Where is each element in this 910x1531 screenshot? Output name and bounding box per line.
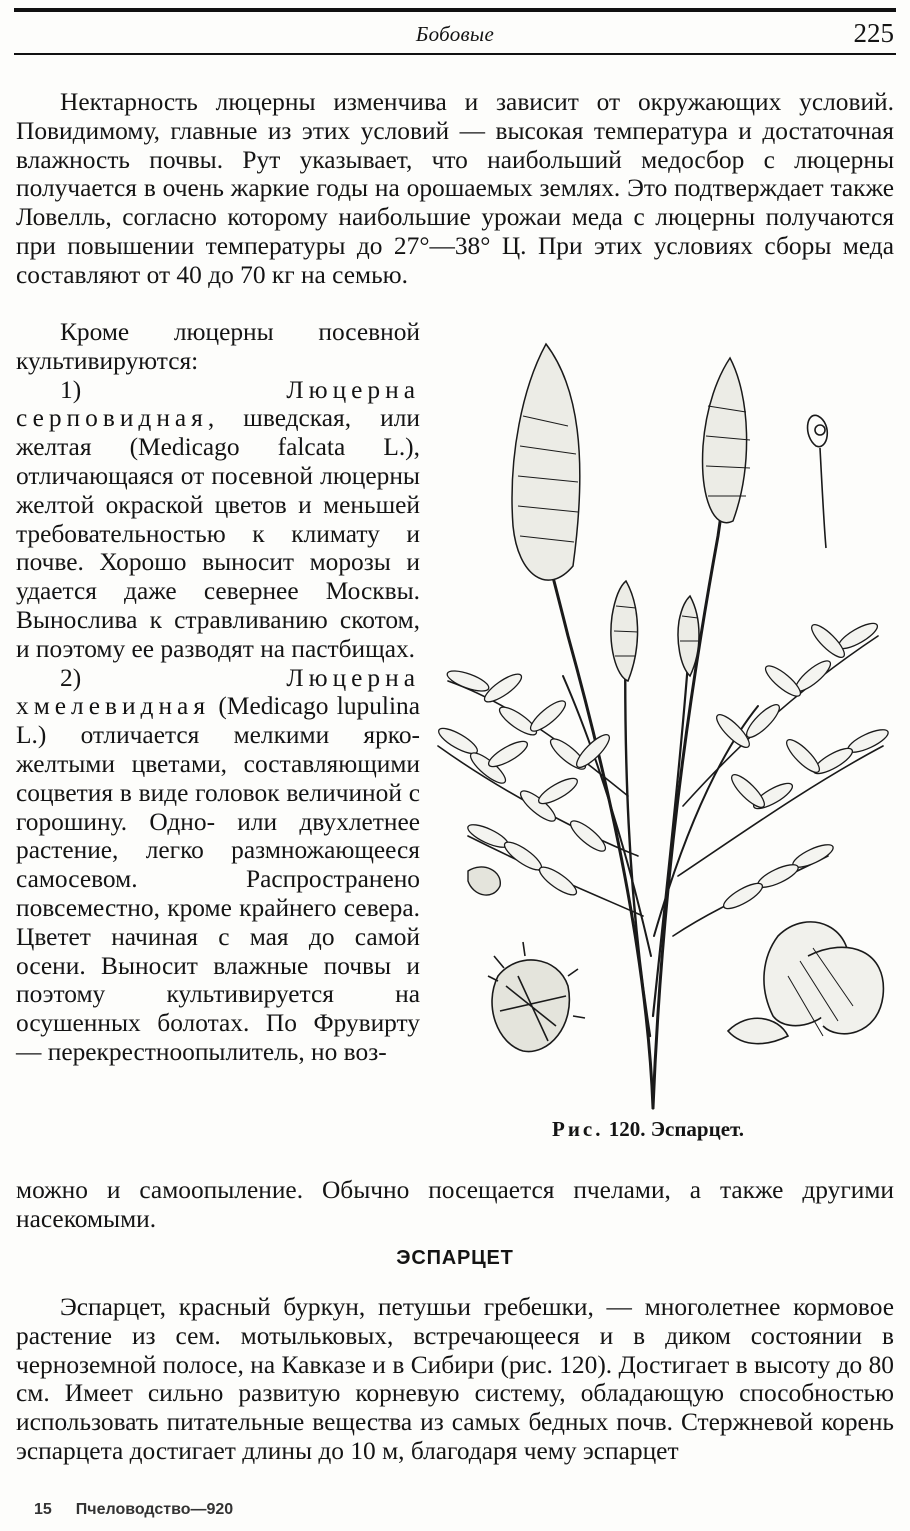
list-item-lupulina bbox=[16, 664, 420, 1067]
figure-esparcet-illustration bbox=[428, 336, 898, 1126]
caption-text: 120. Эспарцет. bbox=[603, 1117, 744, 1141]
caption-lead: Рис. bbox=[552, 1117, 604, 1141]
paragraph-continuation bbox=[16, 1176, 894, 1234]
running-title: Бобовые bbox=[415, 22, 495, 46]
item2-species-name: Люцерна хмелевидная bbox=[16, 663, 420, 721]
item2-number: 2) bbox=[60, 663, 82, 692]
item2-tail: можно и самоопыление. Обычно посещается пчелами, а также другими насекомыми. bbox=[16, 1176, 894, 1233]
sheet-signature: 15 bbox=[34, 1501, 52, 1518]
page-number: 225 bbox=[853, 18, 894, 48]
section-heading: ЭСПАРЦЕТ bbox=[396, 1247, 514, 1269]
left-column bbox=[16, 318, 420, 1067]
plant-drawing bbox=[428, 336, 898, 1126]
figure-caption bbox=[552, 1117, 744, 1142]
item1-description: , шведская, или желтая (Medicago falcata L.), отличающаяся от посевной люцерны желтой окраской цветов и меньшей требовательностью к климату и почве. Хорошо выносит морозы и удается даже севернее Москвы. Вынослива к стравливанию скотом, и поэтому ее разводят на пастбищах. bbox=[16, 404, 420, 663]
imprint-line: Пчеловодство—920 bbox=[75, 1501, 234, 1518]
header-rule-bottom bbox=[14, 53, 896, 55]
paragraph-other-species: Кроме люцерны посевной культивируются: bbox=[16, 318, 420, 375]
list-item-falcata bbox=[16, 376, 420, 664]
item2-description: (Medicago lupulina L.) отличается мелкими ярко-желтыми цветами, составляющими соцветия в виде головок величиной с горошину. Одно- или двухлетнее растение, легко размножающееся самосевом. Распространено повсеместно, кроме крайнего севера. Цветет начиная с мая до самой осени. Выносит влажные почвы и поэтому культивируется на осушенных болотах. По Фрувирту — перекрестноопылитель, но воз- bbox=[16, 692, 420, 1066]
item1-number: 1) bbox=[60, 375, 82, 404]
page-footer bbox=[34, 1501, 233, 1519]
paragraph-esparcet: Эспарцет, красный буркун, петушьи гребешки, — многолетнее кормовое растение из сем. мотыльковых, встречающееся и в диком состоянии в черноземной полосе, на Кавказе и в Сибири (рис. 120). Достигает в высоту до 80 см. Имеет сильно развитую корневую систему, обладающую способностью использовать питательные вещества из самых бедных почв. Стержневой корень эспарцета достигает длины до 10 м, благодаря чему эспарцет bbox=[16, 1293, 894, 1465]
running-head bbox=[14, 14, 896, 54]
header-rule-top bbox=[14, 8, 896, 12]
item1-species-name: Люцерна серповидная bbox=[16, 375, 420, 433]
paragraph-nectar: Нектарность люцерны изменчива и зависит от окружающих условий. Повидимому, главные из этих условий — высокая температура и достаточная влажность почвы. Рут указывает, что наибольший медосбор с люцерны получается в очень жаркие годы на орошаемых землях. Это подтверждает также Ловелль, согласно которому наибольшие урожаи меда с люцерны получаются при повышении температуры до 27°—38° Ц. При этих условиях сборы меда составляют от 40 до 70 кг на семью. bbox=[16, 88, 894, 289]
